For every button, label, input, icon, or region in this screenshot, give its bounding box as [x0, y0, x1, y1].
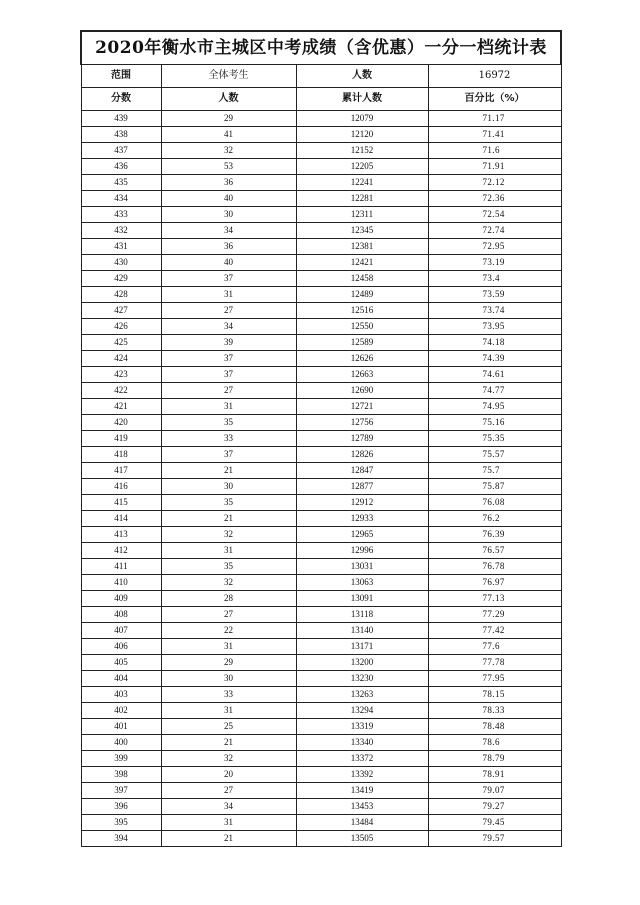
table-row: [81, 143, 561, 159]
cell-count: 36: [161, 175, 296, 191]
cell-score: 436: [81, 159, 161, 175]
cell-percent: 72.74: [428, 223, 561, 239]
cell-cumulative: 12789: [296, 431, 428, 447]
cell-cumulative: 12281: [296, 191, 428, 207]
cell-score: 438: [81, 127, 161, 143]
cell-score: 435: [81, 175, 161, 191]
cell-cumulative: 12152: [296, 143, 428, 159]
table-row: [81, 255, 561, 271]
cell-cumulative: 12381: [296, 239, 428, 255]
cell-cumulative: 13118: [296, 607, 428, 623]
cell-count: 35: [161, 415, 296, 431]
cell-cumulative: 12965: [296, 527, 428, 543]
header-cumulative: 累计人数: [296, 88, 428, 111]
cell-cumulative: 12489: [296, 287, 428, 303]
cell-score: 415: [81, 495, 161, 511]
cell-count: 31: [161, 399, 296, 415]
table-row: [81, 271, 561, 287]
cell-count: 37: [161, 271, 296, 287]
cell-score: 398: [81, 767, 161, 783]
cell-cumulative: 12120: [296, 127, 428, 143]
cell-percent: 75.7: [428, 463, 561, 479]
table-row: [81, 495, 561, 511]
score-table-body: [81, 31, 561, 847]
cell-cumulative: 13419: [296, 783, 428, 799]
cell-percent: 77.78: [428, 655, 561, 671]
cell-count: 31: [161, 815, 296, 831]
table-row: [81, 687, 561, 703]
table-row: [81, 511, 561, 527]
cell-cumulative: 12847: [296, 463, 428, 479]
cell-percent: 73.74: [428, 303, 561, 319]
cell-percent: 72.36: [428, 191, 561, 207]
cell-percent: 74.95: [428, 399, 561, 415]
table-row: [81, 799, 561, 815]
table-row: [81, 111, 561, 127]
cell-count: 32: [161, 143, 296, 159]
cell-cumulative: 13200: [296, 655, 428, 671]
cell-percent: 78.15: [428, 687, 561, 703]
table-row: [81, 623, 561, 639]
cell-count: 22: [161, 623, 296, 639]
cell-cumulative: 12912: [296, 495, 428, 511]
cell-percent: 74.18: [428, 335, 561, 351]
cell-percent: 78.48: [428, 719, 561, 735]
cell-percent: 73.95: [428, 319, 561, 335]
cell-count: 20: [161, 767, 296, 783]
cell-count: 28: [161, 591, 296, 607]
cell-cumulative: 13453: [296, 799, 428, 815]
table-row: [81, 303, 561, 319]
cell-count: 32: [161, 751, 296, 767]
header-percent: 百分比（%）: [428, 88, 561, 111]
score-distribution-sheet: [80, 30, 560, 847]
cell-score: 399: [81, 751, 161, 767]
cell-score: 414: [81, 511, 161, 527]
cell-score: 396: [81, 799, 161, 815]
cell-count: 36: [161, 239, 296, 255]
cell-cumulative: 12690: [296, 383, 428, 399]
table-row: [81, 127, 561, 143]
cell-percent: 79.57: [428, 831, 561, 847]
cell-count: 33: [161, 687, 296, 703]
cell-score: 432: [81, 223, 161, 239]
cell-score: 427: [81, 303, 161, 319]
total-count-value: 16972: [428, 65, 561, 88]
cell-count: 37: [161, 367, 296, 383]
cell-count: 21: [161, 463, 296, 479]
cell-cumulative: 12756: [296, 415, 428, 431]
cell-score: 403: [81, 687, 161, 703]
cell-count: 29: [161, 111, 296, 127]
cell-count: 34: [161, 223, 296, 239]
cell-score: 437: [81, 143, 161, 159]
table-row: [81, 415, 561, 431]
cell-percent: 72.95: [428, 239, 561, 255]
cell-score: 405: [81, 655, 161, 671]
table-row: [81, 767, 561, 783]
cell-cumulative: 13230: [296, 671, 428, 687]
cell-cumulative: 13340: [296, 735, 428, 751]
table-row: [81, 703, 561, 719]
cell-percent: 71.6: [428, 143, 561, 159]
cell-count: 21: [161, 735, 296, 751]
cell-count: 40: [161, 255, 296, 271]
table-row: [81, 831, 561, 847]
table-row: [81, 655, 561, 671]
cell-count: 37: [161, 351, 296, 367]
cell-percent: 77.29: [428, 607, 561, 623]
cell-percent: 73.19: [428, 255, 561, 271]
table-row: [81, 783, 561, 799]
cell-score: 428: [81, 287, 161, 303]
table-row: [81, 527, 561, 543]
cell-cumulative: 12079: [296, 111, 428, 127]
range-value: 全体考生: [161, 65, 296, 88]
table-row: [81, 287, 561, 303]
cell-cumulative: 13171: [296, 639, 428, 655]
table-row: [81, 351, 561, 367]
cell-percent: 71.41: [428, 127, 561, 143]
cell-score: 423: [81, 367, 161, 383]
cell-percent: 78.6: [428, 735, 561, 751]
table-row: [81, 447, 561, 463]
table-row: [81, 479, 561, 495]
table-row: [81, 751, 561, 767]
cell-count: 33: [161, 431, 296, 447]
cell-count: 53: [161, 159, 296, 175]
cell-cumulative: 13392: [296, 767, 428, 783]
cell-score: 421: [81, 399, 161, 415]
cell-score: 397: [81, 783, 161, 799]
cell-count: 41: [161, 127, 296, 143]
cell-percent: 77.6: [428, 639, 561, 655]
table-row: [81, 239, 561, 255]
cell-cumulative: 13140: [296, 623, 428, 639]
cell-count: 31: [161, 703, 296, 719]
cell-percent: 72.12: [428, 175, 561, 191]
cell-count: 31: [161, 543, 296, 559]
cell-count: 34: [161, 799, 296, 815]
table-row: [81, 175, 561, 191]
cell-cumulative: 12826: [296, 447, 428, 463]
cell-percent: 74.61: [428, 367, 561, 383]
cell-score: 411: [81, 559, 161, 575]
cell-score: 431: [81, 239, 161, 255]
cell-percent: 78.33: [428, 703, 561, 719]
cell-score: 422: [81, 383, 161, 399]
cell-percent: 74.39: [428, 351, 561, 367]
cell-score: 406: [81, 639, 161, 655]
cell-count: 32: [161, 527, 296, 543]
cell-percent: 77.42: [428, 623, 561, 639]
table-row: [81, 559, 561, 575]
cell-score: 425: [81, 335, 161, 351]
table-row: [81, 607, 561, 623]
table-row: [81, 671, 561, 687]
cell-score: 418: [81, 447, 161, 463]
table-row: [81, 159, 561, 175]
cell-cumulative: 13091: [296, 591, 428, 607]
cell-score: 404: [81, 671, 161, 687]
cell-cumulative: 12933: [296, 511, 428, 527]
cell-percent: 75.87: [428, 479, 561, 495]
cell-cumulative: 12877: [296, 479, 428, 495]
cell-percent: 72.54: [428, 207, 561, 223]
cell-percent: 77.95: [428, 671, 561, 687]
cell-score: 407: [81, 623, 161, 639]
cell-cumulative: 12550: [296, 319, 428, 335]
table-row: [81, 319, 561, 335]
cell-cumulative: 12311: [296, 207, 428, 223]
cell-cumulative: 13031: [296, 559, 428, 575]
cell-count: 25: [161, 719, 296, 735]
cell-score: 424: [81, 351, 161, 367]
cell-count: 27: [161, 607, 296, 623]
cell-count: 34: [161, 319, 296, 335]
cell-count: 31: [161, 287, 296, 303]
cell-cumulative: 13484: [296, 815, 428, 831]
cell-score: 439: [81, 111, 161, 127]
cell-score: 413: [81, 527, 161, 543]
cell-cumulative: 13372: [296, 751, 428, 767]
cell-score: 400: [81, 735, 161, 751]
cell-count: 27: [161, 383, 296, 399]
title-row: [81, 31, 561, 65]
cell-score: 402: [81, 703, 161, 719]
cell-percent: 77.13: [428, 591, 561, 607]
cell-score: 394: [81, 831, 161, 847]
cell-cumulative: 13505: [296, 831, 428, 847]
cell-cumulative: 12458: [296, 271, 428, 287]
cell-score: 430: [81, 255, 161, 271]
cell-score: 395: [81, 815, 161, 831]
cell-cumulative: 12626: [296, 351, 428, 367]
table-row: [81, 399, 561, 415]
cell-percent: 71.17: [428, 111, 561, 127]
table-row: [81, 575, 561, 591]
cell-percent: 71.91: [428, 159, 561, 175]
cell-percent: 73.59: [428, 287, 561, 303]
cell-count: 21: [161, 831, 296, 847]
cell-score: 420: [81, 415, 161, 431]
cell-cumulative: 13319: [296, 719, 428, 735]
table-row: [81, 735, 561, 751]
cell-score: 416: [81, 479, 161, 495]
table-row: [81, 335, 561, 351]
header-score: 分数: [81, 88, 161, 111]
cell-cumulative: 12516: [296, 303, 428, 319]
range-label: 范围: [81, 65, 161, 88]
table-title: 2020年衡水市主城区中考成绩（含优惠）一分一档统计表: [81, 31, 561, 65]
cell-count: 39: [161, 335, 296, 351]
cell-score: 417: [81, 463, 161, 479]
cell-cumulative: 12421: [296, 255, 428, 271]
cell-score: 401: [81, 719, 161, 735]
table-row: [81, 639, 561, 655]
cell-score: 426: [81, 319, 161, 335]
cell-percent: 78.91: [428, 767, 561, 783]
cell-cumulative: 12996: [296, 543, 428, 559]
cell-percent: 75.35: [428, 431, 561, 447]
table-row: [81, 223, 561, 239]
score-table: [80, 30, 562, 847]
cell-cumulative: 12589: [296, 335, 428, 351]
cell-percent: 79.07: [428, 783, 561, 799]
cell-count: 30: [161, 479, 296, 495]
cell-percent: 76.97: [428, 575, 561, 591]
cell-count: 35: [161, 495, 296, 511]
range-row: [81, 65, 561, 88]
cell-cumulative: 12241: [296, 175, 428, 191]
table-row: [81, 431, 561, 447]
cell-percent: 74.77: [428, 383, 561, 399]
column-header-row: [81, 88, 561, 111]
cell-percent: 76.78: [428, 559, 561, 575]
cell-count: 30: [161, 207, 296, 223]
cell-cumulative: 13294: [296, 703, 428, 719]
cell-score: 419: [81, 431, 161, 447]
cell-score: 434: [81, 191, 161, 207]
cell-percent: 75.16: [428, 415, 561, 431]
cell-score: 409: [81, 591, 161, 607]
cell-count: 27: [161, 783, 296, 799]
cell-percent: 79.27: [428, 799, 561, 815]
cell-cumulative: 12345: [296, 223, 428, 239]
cell-cumulative: 13263: [296, 687, 428, 703]
cell-percent: 75.57: [428, 447, 561, 463]
table-row: [81, 815, 561, 831]
cell-score: 408: [81, 607, 161, 623]
cell-percent: 76.2: [428, 511, 561, 527]
total-count-label: 人数: [296, 65, 428, 88]
table-row: [81, 191, 561, 207]
cell-score: 410: [81, 575, 161, 591]
cell-count: 37: [161, 447, 296, 463]
cell-count: 32: [161, 575, 296, 591]
table-row: [81, 367, 561, 383]
cell-cumulative: 12663: [296, 367, 428, 383]
cell-count: 21: [161, 511, 296, 527]
cell-score: 429: [81, 271, 161, 287]
cell-percent: 76.39: [428, 527, 561, 543]
cell-percent: 78.79: [428, 751, 561, 767]
cell-count: 31: [161, 639, 296, 655]
cell-cumulative: 12205: [296, 159, 428, 175]
table-row: [81, 207, 561, 223]
header-count: 人数: [161, 88, 296, 111]
cell-percent: 79.45: [428, 815, 561, 831]
cell-cumulative: 13063: [296, 575, 428, 591]
cell-count: 40: [161, 191, 296, 207]
cell-count: 35: [161, 559, 296, 575]
cell-percent: 76.57: [428, 543, 561, 559]
cell-percent: 73.4: [428, 271, 561, 287]
table-row: [81, 591, 561, 607]
table-row: [81, 719, 561, 735]
cell-percent: 76.08: [428, 495, 561, 511]
cell-count: 29: [161, 655, 296, 671]
cell-count: 27: [161, 303, 296, 319]
cell-cumulative: 12721: [296, 399, 428, 415]
cell-score: 433: [81, 207, 161, 223]
table-row: [81, 383, 561, 399]
table-row: [81, 463, 561, 479]
cell-score: 412: [81, 543, 161, 559]
table-row: [81, 543, 561, 559]
cell-count: 30: [161, 671, 296, 687]
